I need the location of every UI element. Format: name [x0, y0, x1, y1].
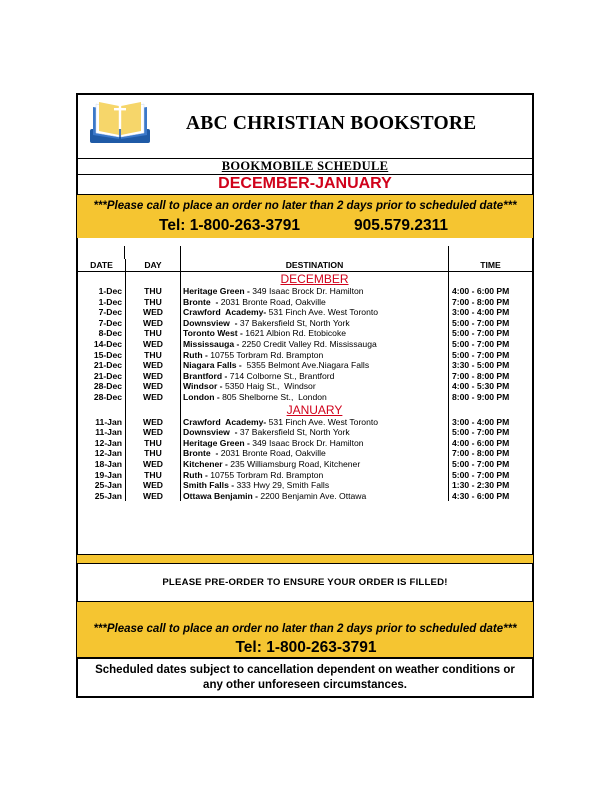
row-day: WED [125, 427, 180, 438]
row-time: 5:00 - 7:00 PM [448, 459, 532, 470]
row-location: Niagara Falls - [183, 360, 245, 371]
top-phone-local: 905.579.2311 [354, 217, 448, 234]
row-date: 7-Dec [98, 317, 122, 328]
row-time: 3:00 - 4:00 PM [448, 307, 532, 318]
row-location: Heritage Green - [183, 437, 253, 448]
table-row [78, 417, 532, 428]
row-address: 2031 Bronte Road, Oakville [220, 296, 326, 307]
row-destination [180, 480, 448, 491]
row-day: WED [125, 491, 180, 502]
month-row-december [78, 272, 532, 286]
column-tick [180, 246, 181, 259]
row-address: 37 Bakersfield St, North York [239, 427, 350, 438]
row-day: WED [125, 417, 180, 428]
row-date: 8-Dec [98, 328, 122, 339]
row-location: Ruth - [183, 349, 211, 360]
row-date: 19-Jan [94, 469, 122, 480]
row-location: Crawford Academy- [183, 416, 269, 427]
table-row [78, 307, 532, 318]
disclaimer-line-2: any other unforeseen circumstances. [203, 679, 407, 691]
disclaimer [76, 663, 534, 693]
row-day: THU [125, 286, 180, 297]
row-time: 4:30 - 6:00 PM [448, 491, 532, 502]
table-row [78, 470, 532, 481]
row-location: Windsor - [183, 381, 225, 392]
row-date: 21-Dec [93, 360, 122, 371]
row-day: THU [125, 470, 180, 481]
row-date: 12-Jan [94, 437, 122, 448]
row-destination [180, 286, 448, 297]
table-header-row [78, 259, 532, 272]
row-date: 11-Jan [95, 427, 122, 438]
row-day: WED [125, 480, 180, 491]
row-day: THU [125, 438, 180, 449]
row-date: 15-Dec [93, 349, 122, 360]
row-day: THU [125, 328, 180, 339]
row-address: 5350 Haig St., Windsor [224, 381, 316, 392]
row-time: 8:00 - 9:00 PM [448, 392, 532, 403]
open-bible-logo-icon [89, 99, 151, 145]
row-location: Brantford - [183, 370, 230, 381]
header-date: DATE [90, 260, 113, 270]
row-destination [180, 360, 448, 371]
divider [76, 601, 534, 602]
january-label: JANUARY [286, 402, 343, 417]
row-location: London - [183, 391, 223, 402]
january-rows [78, 417, 532, 502]
december-label: DECEMBER [280, 272, 349, 286]
row-time: 5:00 - 7:00 PM [448, 318, 532, 329]
row-address: 235 Williamsburg Road, Kitchener [230, 458, 361, 469]
table-row [78, 297, 532, 308]
row-address: 333 Hwy 29, Smith Falls [236, 480, 330, 491]
row-address: 2031 Bronte Road, Oakville [220, 448, 326, 459]
row-date: 18-Jan [94, 458, 122, 469]
row-location: Heritage Green - [183, 286, 253, 296]
row-day: WED [125, 459, 180, 470]
table-row [78, 438, 532, 449]
table-row [78, 427, 532, 438]
row-address: 349 Isaac Brock Dr. Hamilton [252, 286, 364, 296]
disclaimer-line-1: Scheduled dates subject to cancellation dependent on weather conditions or [95, 664, 515, 676]
row-time: 7:00 - 8:00 PM [448, 371, 532, 382]
store-title: ABC CHRISTIAN BOOKSTORE [186, 113, 477, 134]
month-day-cell [125, 272, 180, 286]
table-row [78, 381, 532, 392]
row-location: Bronte - [183, 296, 221, 307]
row-day: WED [125, 318, 180, 329]
row-location: Downsview - [183, 427, 240, 438]
row-address: 5355 Belmont Ave.Niagara Falls [244, 360, 370, 371]
row-time: 5:00 - 7:00 PM [448, 470, 532, 481]
table-row [78, 339, 532, 350]
table-row [78, 360, 532, 371]
row-address: 349 Isaac Brock Dr. Hamilton [252, 437, 364, 448]
row-destination [180, 339, 448, 350]
schedule-table [78, 259, 532, 501]
row-time: 5:00 - 7:00 PM [448, 328, 532, 339]
row-address: 1621 Albion Rd. Etobicoke [245, 328, 347, 339]
divider [76, 554, 534, 555]
divider [76, 657, 534, 659]
row-day: WED [125, 371, 180, 382]
row-date: 14-Dec [93, 338, 122, 349]
bottom-phone-tollfree: Tel: 1-800-263-3791 [235, 639, 377, 656]
row-address: 805 Shelborne St., London [222, 391, 327, 402]
table-row [78, 459, 532, 470]
row-date: 21-Dec [93, 370, 122, 381]
row-time: 5:00 - 7:00 PM [448, 350, 532, 361]
row-day: WED [125, 360, 180, 371]
row-destination [180, 448, 448, 459]
row-day: THU [125, 297, 180, 308]
row-time: 1:30 - 2:30 PM [448, 480, 532, 491]
month-label-december [180, 272, 448, 286]
row-destination [180, 392, 448, 403]
column-tick [124, 246, 125, 259]
row-date: 25-Jan [94, 480, 122, 491]
top-phone-tollfree: Tel: 1-800-263-3791 [159, 217, 301, 234]
row-date: 1-Dec [98, 296, 122, 307]
row-date: 28-Dec [93, 391, 122, 402]
month-label-january [180, 403, 448, 417]
row-destination [180, 328, 448, 339]
schedule-title [76, 159, 534, 174]
table-row [78, 448, 532, 459]
row-address: 10755 Torbram Rd. Brampton [210, 469, 324, 480]
row-time: 3:00 - 4:00 PM [448, 417, 532, 428]
row-date: 28-Dec [93, 381, 122, 392]
table-row [78, 392, 532, 403]
row-destination [180, 427, 448, 438]
row-location: Downsview - [183, 317, 240, 328]
row-address: 2200 Benjamin Ave. Ottawa [260, 490, 367, 501]
december-rows [78, 286, 532, 403]
column-tick [448, 246, 449, 259]
row-day: WED [125, 381, 180, 392]
month-time-cell [448, 272, 532, 286]
row-time: 3:30 - 5:00 PM [448, 360, 532, 371]
row-date: 25-Jan [94, 490, 122, 501]
row-date: 7-Dec [98, 307, 122, 318]
table-row [78, 371, 532, 382]
row-destination [180, 381, 448, 392]
row-time: 7:00 - 8:00 PM [448, 448, 532, 459]
bottom-notice-text: ***Please call to place an order no later than 2 days prior to scheduled date*** [93, 623, 517, 635]
row-destination [180, 307, 448, 318]
row-day: THU [125, 350, 180, 361]
table-row [78, 318, 532, 329]
row-location: Crawford Academy- [183, 307, 269, 318]
table-row [78, 286, 532, 297]
months-heading: DECEMBER-JANUARY [218, 175, 392, 192]
table-row [78, 328, 532, 339]
row-destination [180, 417, 448, 428]
row-location: Bronte - [183, 448, 221, 459]
row-address: 714 Colborne St., Brantford [229, 370, 335, 381]
thin-yellow-band [77, 555, 533, 563]
row-destination [180, 350, 448, 361]
divider [76, 194, 534, 195]
row-time: 7:00 - 8:00 PM [448, 297, 532, 308]
table-row [78, 480, 532, 491]
row-address: 10755 Torbram Rd. Brampton [210, 349, 324, 360]
row-time: 4:00 - 6:00 PM [448, 286, 532, 297]
row-time: 5:00 - 7:00 PM [448, 427, 532, 438]
row-destination [180, 459, 448, 470]
header [76, 93, 534, 159]
row-day: WED [125, 392, 180, 403]
row-destination [180, 491, 448, 502]
row-destination [180, 297, 448, 308]
schedule-title-text: BOOKMOBILE SCHEDULE [221, 159, 389, 173]
divider [76, 563, 534, 564]
row-time: 4:00 - 5:30 PM [448, 381, 532, 392]
month-row-january [78, 403, 532, 417]
month-time-cell [448, 403, 532, 417]
row-address: 37 Bakersfield St, North York [239, 317, 350, 328]
row-date: 11-Jan [95, 416, 122, 427]
month-day-cell [125, 403, 180, 417]
row-time: 4:00 - 6:00 PM [448, 438, 532, 449]
preorder-message: PLEASE PRE-ORDER TO ENSURE YOUR ORDER IS FILLED! [162, 577, 448, 588]
row-location: Smith Falls - [183, 480, 237, 491]
row-location: Ruth - [183, 469, 211, 480]
row-day: WED [125, 339, 180, 350]
row-day: THU [125, 448, 180, 459]
row-location: Mississauga - [183, 338, 242, 349]
top-notice-text: ***Please call to place an order no later than 2 days prior to scheduled date*** [93, 200, 517, 212]
row-address: 531 Finch Ave. West Toronto [268, 307, 379, 318]
row-date: 1-Dec [98, 286, 122, 296]
row-destination [180, 318, 448, 329]
header-day: DAY [125, 259, 180, 271]
row-date: 12-Jan [94, 448, 122, 459]
row-day: WED [125, 307, 180, 318]
row-destination [180, 438, 448, 449]
table-row [78, 491, 532, 502]
row-destination [180, 470, 448, 481]
row-time: 5:00 - 7:00 PM [448, 339, 532, 350]
header-destination: DESTINATION [180, 259, 448, 271]
row-location: Kitchener - [183, 458, 231, 469]
row-address: 531 Finch Ave. West Toronto [268, 416, 379, 427]
header-time: TIME [448, 259, 532, 271]
row-location: Ottawa Benjamin - [183, 490, 261, 501]
table-row [78, 350, 532, 361]
row-destination [180, 371, 448, 382]
row-address: 2250 Credit Valley Rd. Mississauga [241, 338, 377, 349]
row-location: Toronto West - [183, 328, 246, 339]
